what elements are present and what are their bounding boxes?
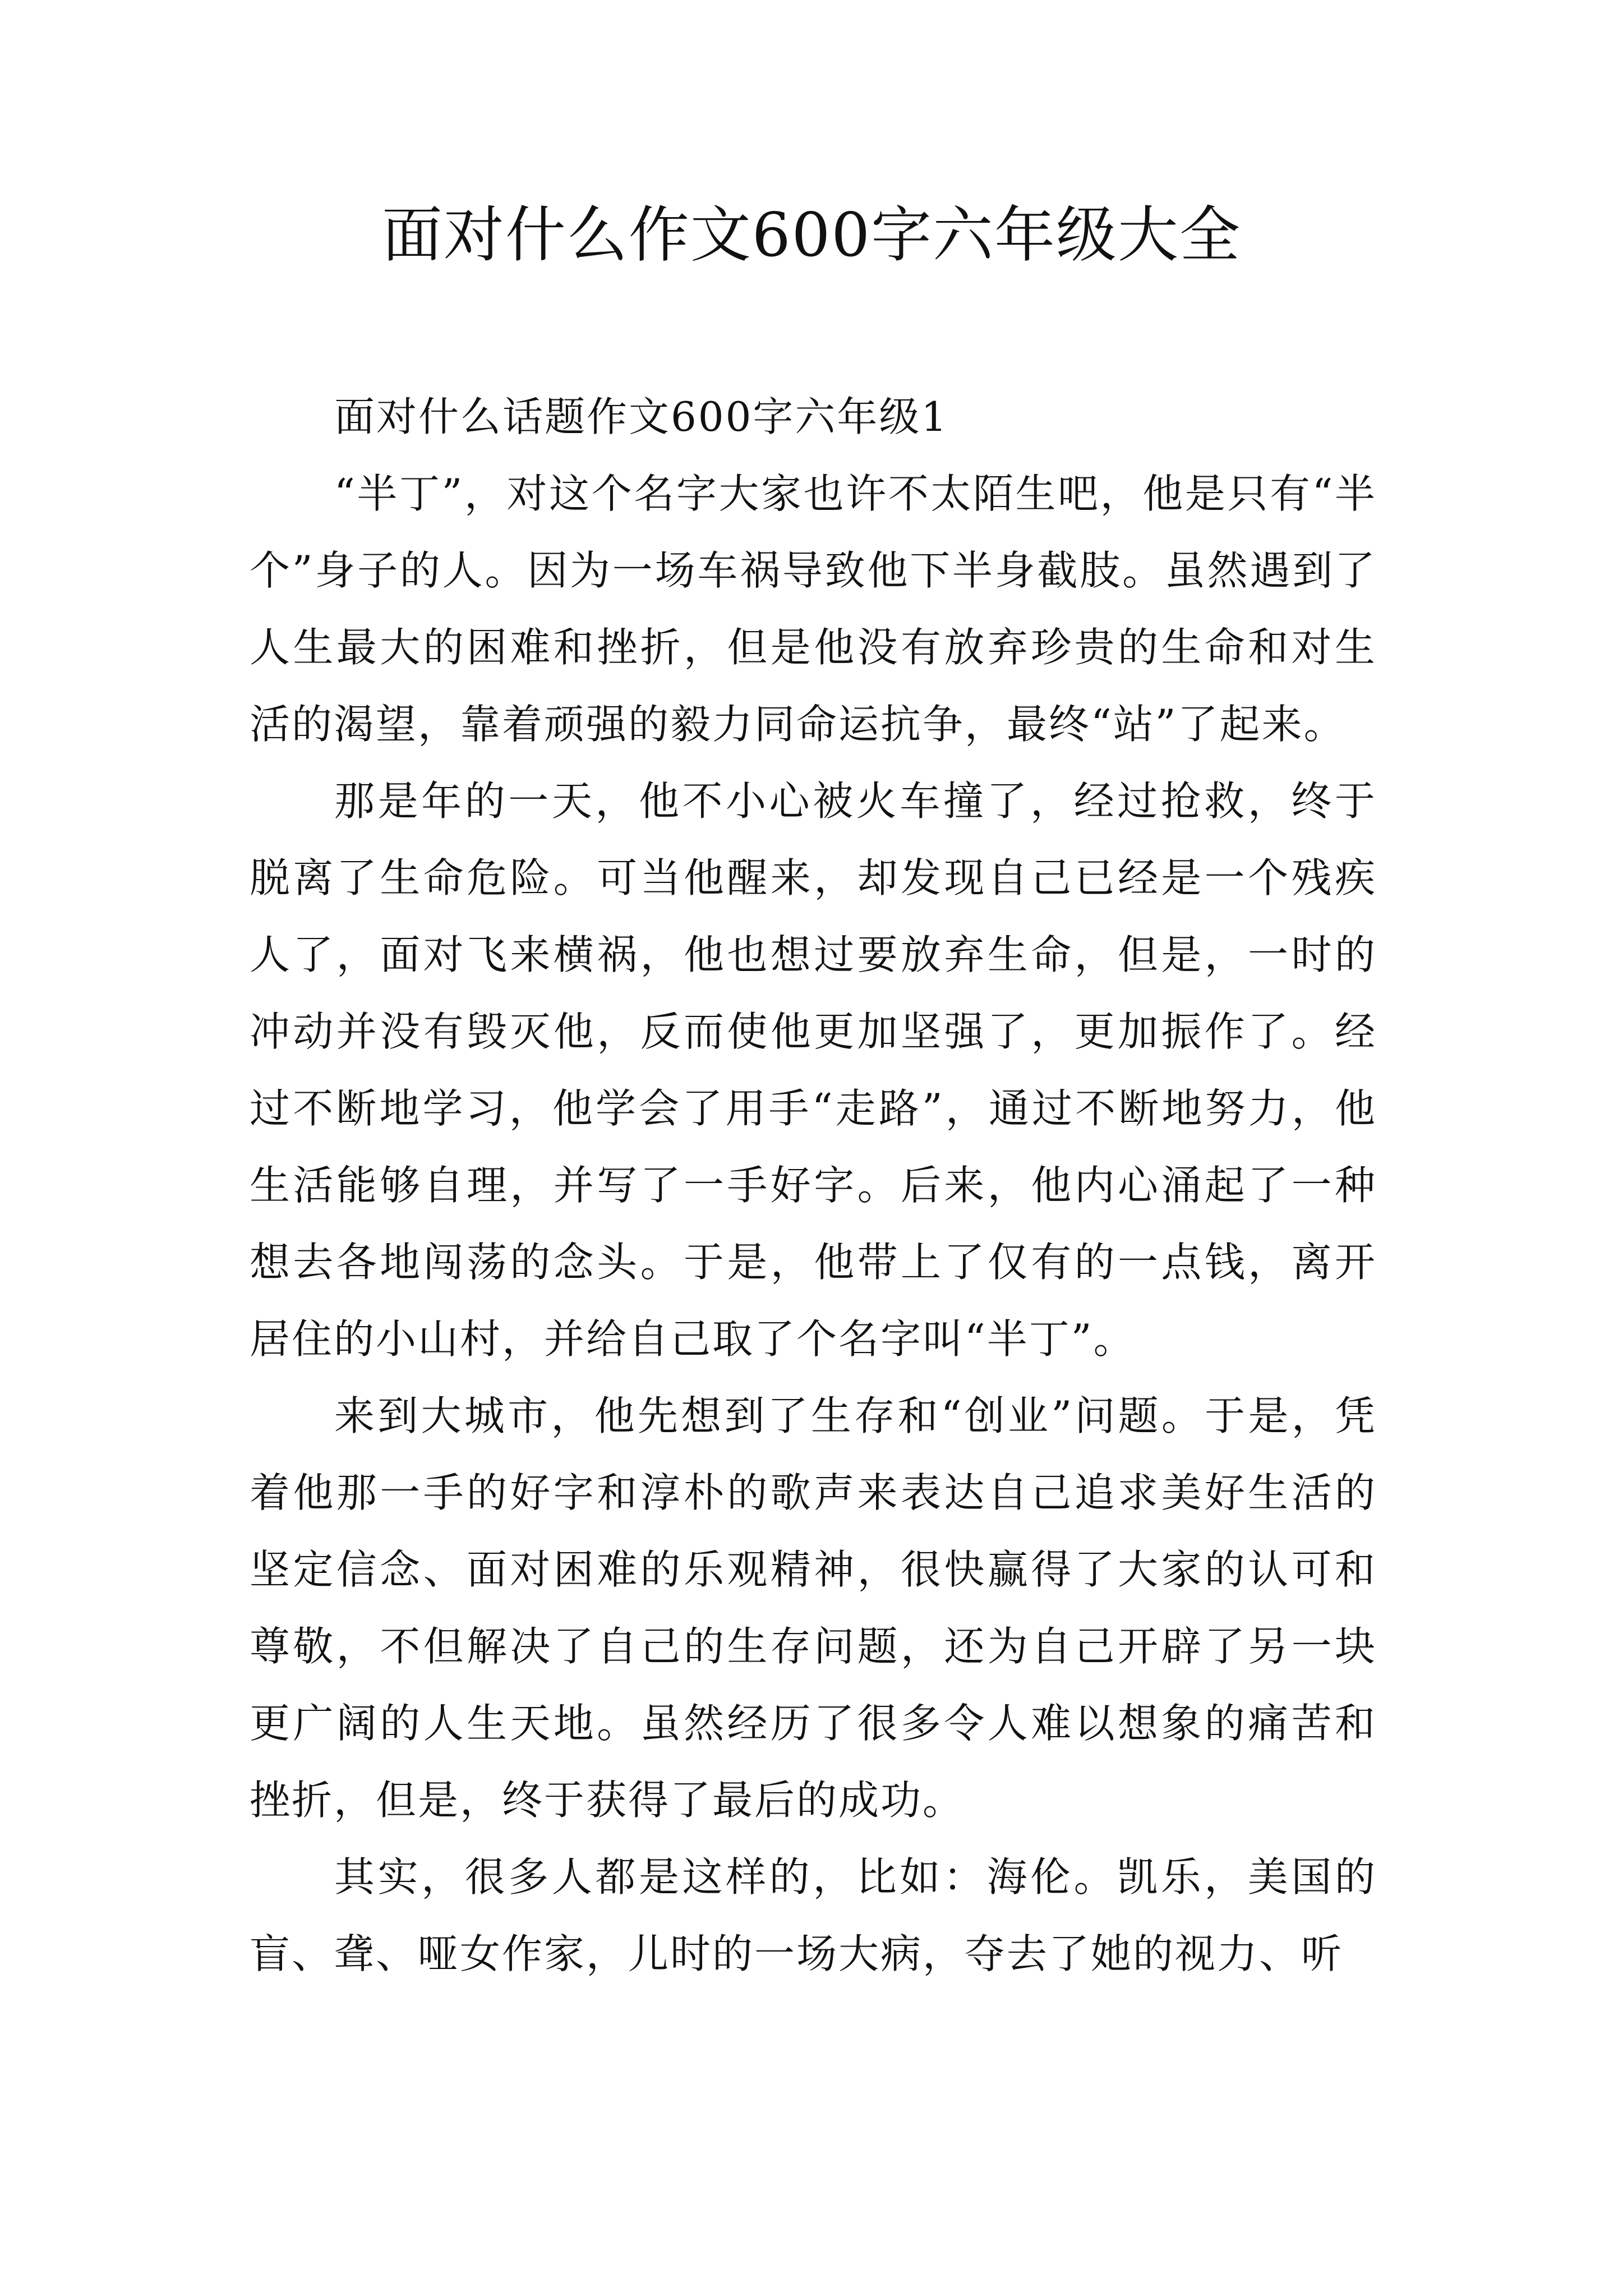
paragraph-3: 来到大城市，他先想到了生存和“创业”问题。于是，凭着他那一手的好字和淳朴的歌声来表达自己追求美好生活的坚定信念、面对困难的乐观精神，很快赢得了大家的认可和尊敬，不但解决了自己的生存问题，还为自己开辟了另一块更广阔的人生天地。虽然经历了很多令人难以想象的痛苦和挫折，但是，终于获得了最后的成功。 — [250, 1392, 1377, 1824]
document-body — [250, 379, 1377, 1993]
section-heading: 面对什么话题作文600字六年级1 — [334, 393, 949, 440]
document-title: 面对什么作文600字六年级大全 — [381, 200, 1242, 270]
paragraph-1: “半丁”，对这个名字大家也许不太陌生吧，他是只有“半个”身子的人。因为一场车祸导致他下半身截肢。虽然遇到了人生最大的困难和挫折，但是他没有放弃珍贵的生命和对生活的渴望，靠着顽强的毅力同命运抗争，最终“站”了起来。 — [250, 470, 1377, 748]
paragraph-2: 那是年的一天，他不小心被火车撞了，经过抢救，终于脱离了生命危险。可当他醒来，却发现自己已经是一个残疾人了，面对飞来横祸，他也想过要放弃生命，但是，一时的冲动并没有毁灭他，反而使他更加坚强了，更加振作了。经过不断地学习，他学会了用手“走路”，通过不断地努力，他生活能够自理，并写了一手好字。后来，他内心涌起了一种想去各地闯荡的念头。于是，他带上了仅有的一点钱，离开居住的小山村，并给自己取了个名字叫“半丁”。 — [250, 777, 1377, 1363]
paragraph-4: 其实，很多人都是这样的，比如：海伦。凯乐，美国的盲、聋、哑女作家，儿时的一场大病，夺去了她的视力、听 — [250, 1853, 1377, 1977]
